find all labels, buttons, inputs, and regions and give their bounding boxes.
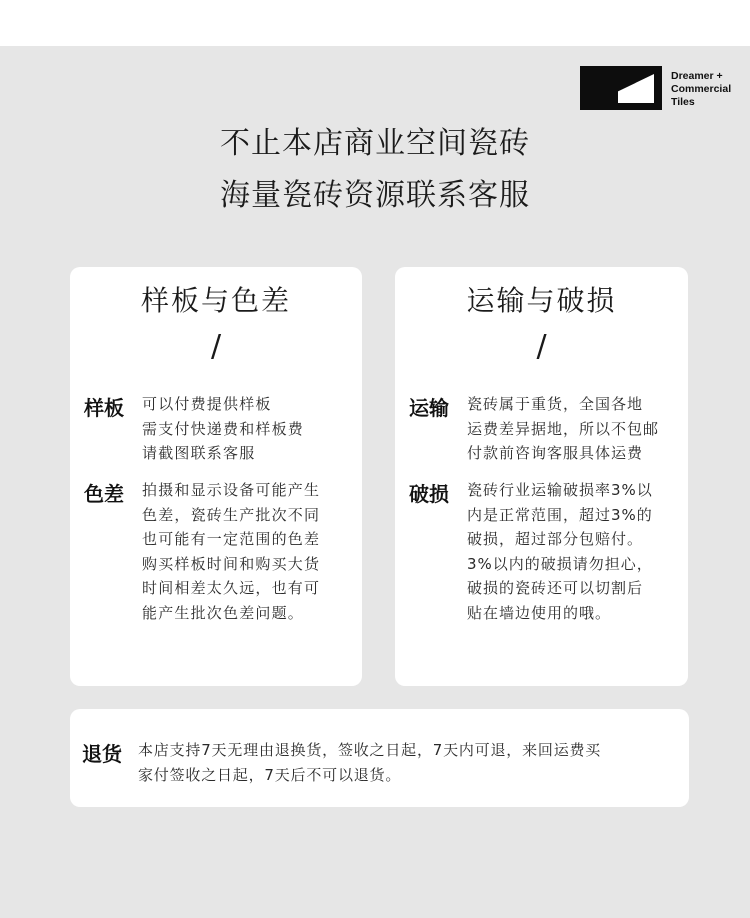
text-line: 请截图联系客服 [142, 444, 256, 462]
card-title: 样板与色差 [140, 284, 291, 317]
text-line: 也可能有一定范围的色差 [142, 530, 321, 548]
text-line: 可以付费提供样板 [142, 395, 272, 413]
text-line: 内是正常范围，超过3%的 [467, 505, 653, 524]
text-line: 运费差异据地，所以不包邮 [467, 419, 660, 438]
text-line: 付款前咨询客服具体运费 [467, 444, 644, 462]
text-line: 3%以内的破损请勿担心， [467, 554, 653, 573]
section-label: 运输 [409, 396, 449, 420]
text-line: 需支付快递费和样板费 [142, 419, 305, 438]
title-divider: / [210, 329, 222, 364]
card-title: 运输与破损 [466, 284, 617, 317]
text-line: 破损的瓷砖还可以切割后 [467, 579, 644, 597]
section-label: 样板 [84, 396, 124, 420]
section-text [142, 478, 320, 625]
section-label: 色差 [84, 482, 124, 506]
section-text [138, 738, 601, 788]
text-line: 瓷砖属于重货，全国各地 [467, 395, 644, 413]
section-label: 破损 [409, 482, 449, 506]
brand-logo [580, 66, 750, 112]
section-label: 退货 [82, 742, 122, 766]
headline-line-1: 不止本店商业空间瓷砖 [220, 126, 530, 161]
brand-name [671, 70, 731, 109]
brand-line: Dreamer + [671, 70, 723, 82]
sample-color-card [70, 267, 362, 686]
text-line: 瓷砖行业运输破损率3%以 [467, 481, 653, 499]
text-line: 家付签收之日起，7天后不可以退货。 [138, 766, 402, 784]
section-text [467, 478, 653, 625]
brand-line: Commercial [671, 83, 732, 95]
text-line: 时间相差太久远，也有可 [142, 579, 321, 597]
return-policy-card [70, 709, 689, 807]
section-text [142, 392, 304, 466]
text-line: 购买样板时间和购买大货 [142, 554, 321, 573]
headline-line-2: 海量瓷砖资源联系客服 [220, 178, 530, 213]
text-line: 本店支持7天无理由退换货，签收之日起，7天内可退，来回运费买 [138, 741, 602, 759]
text-line: 拍摄和显示设备可能产生 [142, 481, 321, 499]
logo-mark-icon [580, 66, 662, 110]
title-divider: / [536, 329, 547, 364]
text-line: 能产生批次色差问题。 [142, 603, 305, 622]
shipping-damage-card [395, 267, 688, 686]
section-text [467, 392, 659, 466]
text-line: 贴在墙边使用的哦。 [467, 603, 612, 622]
text-line: 破损，超过部分包赔付。 [467, 530, 644, 548]
text-line: 色差，瓷砖生产批次不同 [142, 505, 321, 524]
brand-line: Tiles [671, 96, 695, 108]
